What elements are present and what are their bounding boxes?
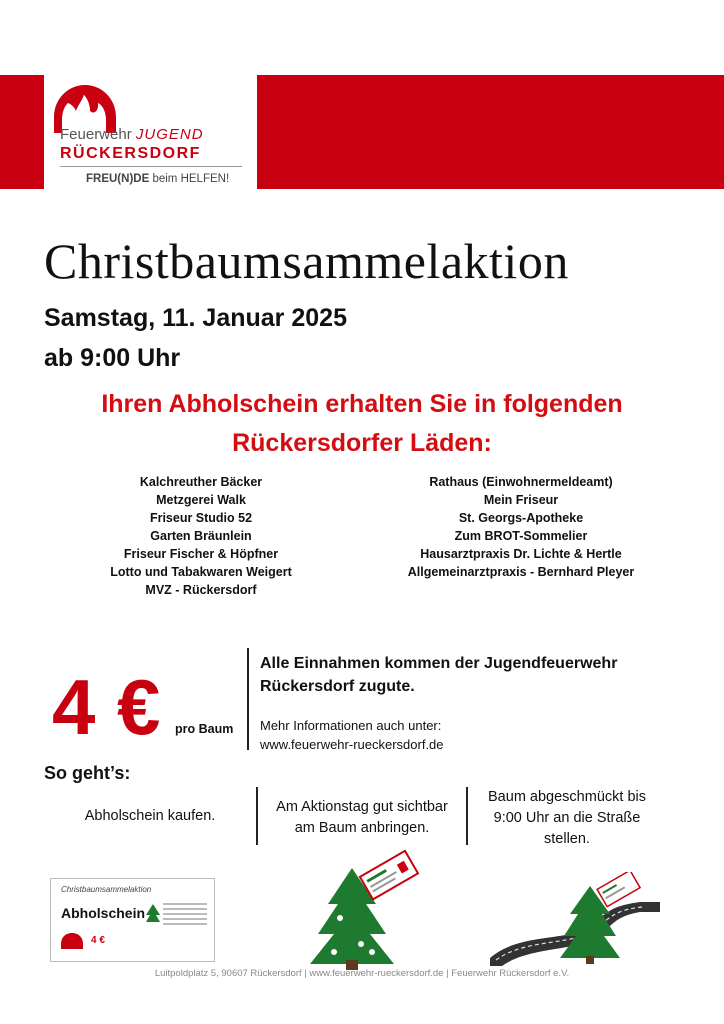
logo-line1: Feuerwehr JUGEND bbox=[60, 126, 204, 143]
header-band-right bbox=[257, 75, 724, 189]
step-3-line3: stellen. bbox=[544, 831, 590, 847]
shop-item: Zum BROT-Sommelier bbox=[454, 529, 588, 543]
website-url: www.feuerwehr-rueckersdorf.de bbox=[260, 737, 444, 752]
divider-line bbox=[466, 787, 468, 845]
step-3-line1: Baum abgeschmückt bis bbox=[488, 789, 646, 805]
shop-item: MVZ - Rückersdorf bbox=[145, 583, 257, 597]
howto-heading: So geht’s: bbox=[44, 763, 131, 783]
shop-item: Lotto und Tabakwaren Weigert bbox=[110, 565, 292, 579]
shop-item: Kalchreuther Bäcker bbox=[139, 475, 263, 489]
shops-list-left bbox=[90, 473, 312, 599]
divider-line bbox=[256, 787, 258, 845]
card-text-lines bbox=[163, 903, 207, 928]
more-info-label: Mehr Informationen auch unter: bbox=[260, 718, 442, 733]
shop-item: Hausarztpraxis Dr. Lichte & Hertle bbox=[420, 547, 622, 561]
shop-item: Allgemeinarztpraxis - Bernhard Pleyer bbox=[407, 565, 635, 579]
step-2-line2: am Baum anbringen. bbox=[294, 820, 430, 836]
road-with-tree-illustration bbox=[490, 872, 660, 968]
header-band-left bbox=[0, 75, 44, 189]
step-2 bbox=[262, 797, 462, 839]
proceeds-line2: Rückersdorf zugute. bbox=[260, 678, 415, 695]
logo-divider bbox=[60, 166, 242, 167]
card-title: Christbaumsammelaktion bbox=[61, 885, 152, 894]
page-title: Christbaumsammelaktion bbox=[44, 233, 569, 289]
more-info bbox=[260, 716, 680, 754]
shop-item: Rathaus (Einwohnermeldeamt) bbox=[429, 475, 613, 489]
shops-heading-line1: Ihren Abholschein erhalten Sie in folgenden bbox=[101, 390, 623, 418]
tree-icon bbox=[145, 903, 161, 925]
price: 4 € bbox=[52, 663, 161, 751]
event-date: Samstag, 11. Januar 2025 bbox=[44, 304, 347, 332]
abholschein-card-image bbox=[50, 878, 215, 962]
footer-address: Luitpoldplatz 5, 90607 Rückersdorf | www.feuerwehr-rueckersdorf.de | Feuerwehr Rückersdorf e.V. bbox=[154, 968, 570, 979]
card-heading: Abholschein bbox=[61, 905, 146, 921]
shops-list-right bbox=[392, 473, 650, 581]
proceeds-text bbox=[260, 652, 680, 698]
logo-line2: RÜCKERSDORF bbox=[60, 145, 201, 162]
card-price: 4 € bbox=[91, 935, 105, 946]
shop-item: Friseur Studio 52 bbox=[149, 511, 253, 525]
shop-item: St. Georgs-Apotheke bbox=[458, 511, 584, 525]
logo-slogan: FREU(N)DE beim HELFEN! bbox=[86, 173, 230, 185]
step-1-text: Abholschein kaufen. bbox=[84, 808, 216, 824]
shop-item: Metzgerei Walk bbox=[156, 493, 246, 507]
shop-item: Friseur Fischer & Höpfner bbox=[123, 547, 279, 561]
step-2-line1: Am Aktionstag gut sichtbar bbox=[276, 799, 448, 815]
step-1 bbox=[60, 806, 240, 827]
proceeds-line1: Alle Einnahmen kommen der Jugendfeuerwehr bbox=[260, 655, 618, 672]
mini-logo-icon bbox=[59, 931, 85, 951]
divider-line bbox=[247, 648, 249, 750]
step-3 bbox=[472, 787, 662, 850]
price-unit: pro Baum bbox=[175, 722, 234, 736]
shops-heading-line2: Rückersdorfer Läden: bbox=[232, 429, 492, 457]
step-3-line2: 9:00 Uhr an die Straße bbox=[493, 810, 641, 826]
shop-item: Garten Bräunlein bbox=[150, 529, 252, 543]
christmas-tree-tag-illustration bbox=[306, 848, 422, 972]
event-time: ab 9:00 Uhr bbox=[44, 344, 181, 372]
shop-item: Mein Friseur bbox=[483, 493, 559, 507]
